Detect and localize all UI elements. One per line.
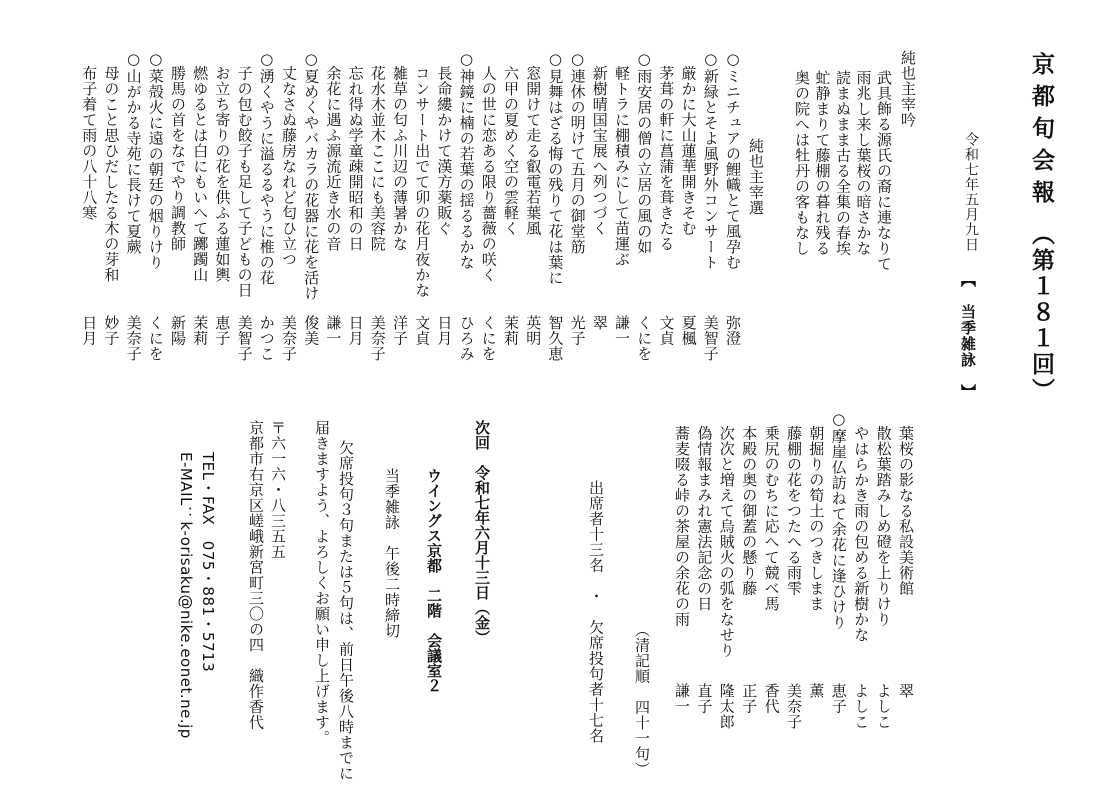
poem-line: 母のこと思ひだしたる木の芽和 — [102, 50, 121, 283]
poem-author: くにを — [635, 315, 654, 362]
poem-author: 直子 — [695, 683, 714, 714]
poem-line: 雨兆し来し葉桜の暗さかな — [854, 70, 873, 256]
poem-line: 燃ゆるとは白にもいへて躑躅山 — [191, 50, 210, 283]
poem-author: 香代 — [762, 683, 781, 714]
poem-line: 葉桜の影なる私設美術館 — [897, 410, 915, 596]
poem-author: 謙一 — [324, 315, 343, 346]
poem-line: ○新緑とそよ風野外コンサート — [701, 50, 720, 270]
poem-author: 謙一 — [673, 683, 691, 714]
postal-code: 〒六一六・八三五五 — [269, 420, 287, 560]
poem-author: 恵子 — [829, 683, 848, 714]
poem-line: やはらかき雨の包める新樹かな — [852, 410, 871, 643]
poem-line: 余花に遇ふ源流近き水の音 — [324, 50, 343, 252]
poem-line: ○菜殻火に遠の朝廷の烟りけり — [146, 50, 165, 270]
poem-line: 武具飾る源氏の裔に連なりて — [875, 70, 893, 272]
address: 京都市右京区嵯峨新宮町三〇の四 織作香代 — [247, 420, 265, 730]
poem-author: くにを — [479, 315, 498, 362]
poem-line: ○山がかる寺苑に長けて夏蕨 — [124, 50, 143, 255]
poem-author: 薫 — [807, 683, 826, 699]
poem-line: 忘れ得ぬ学童疎開昭和の日 — [346, 50, 365, 252]
poem-line: 六甲の夏めく空の雲軽く — [502, 50, 520, 236]
tel-fax: TEL・FAX 075・881・5713 — [199, 452, 217, 673]
poem-line: ○摩崖仏訪ねて余花に逢ひけり — [829, 410, 848, 630]
section-heading-ginkou: 純也主宰吟 — [899, 50, 917, 128]
poem-line: 勝馬の首をなでやり調教師 — [169, 50, 187, 252]
poem-author: 新陽 — [169, 315, 187, 346]
absent-note: 欠席投句３句または５句は、前日午後八時までに — [337, 440, 355, 781]
poem-author: 文貞 — [657, 315, 676, 346]
poem-author: 翠 — [590, 315, 609, 331]
poem-line: ○湧くやうに溢るるやうに椎の花 — [257, 50, 276, 286]
next-meeting-deadline: 当季雑詠 午後二時締切 — [383, 468, 401, 639]
poem-author: 光子 — [568, 315, 587, 346]
poem-line: 乗尻のむちに応へて競べ馬 — [762, 410, 781, 612]
poem-line: 次次と増えて烏賊火の弧をなせり — [717, 410, 736, 658]
poem-line: 布子着て雨の八十八寒 — [80, 50, 99, 221]
poem-line: 新樹晴国宝展へ列つづく — [590, 50, 609, 236]
poem-author: 美智子 — [701, 315, 720, 362]
poem-author: くにを — [146, 315, 165, 362]
poem-author: 美奈子 — [124, 315, 143, 362]
poem-author: 謙一 — [613, 315, 631, 346]
poem-line: 花水木並木ここにも美容院 — [368, 50, 387, 252]
poem-author: 美奈子 — [280, 315, 298, 362]
next-meeting-heading: 次回 令和七年六月十三日（金） — [473, 420, 491, 645]
absent-note: 届きますよう、よろしくお願い申し上げます。 — [313, 420, 331, 746]
poem-line: お立ち寄りの花を供ふる蓮如輿 — [213, 50, 232, 283]
poem-author: 日月 — [346, 315, 365, 346]
poem-line: 藤棚の花をつたへる雨雫 — [785, 410, 803, 596]
poem-line: ○神鏡に楠の若葉の揺るるかな — [457, 50, 476, 270]
poem-line: ○見舞はざる悔の残りて花は葉に — [546, 50, 565, 286]
poem-line: 丈なさぬ藤房なれど匂ひ立つ — [280, 50, 298, 267]
poem-author: 美智子 — [235, 315, 254, 362]
page-title: 京都旬会報 — [1028, 52, 1055, 212]
poem-author: 智久恵 — [546, 315, 565, 362]
poem-author: 夏楓 — [679, 315, 698, 346]
email: E-MAIL：k-orisaku@nike.eonet.ne.jp — [177, 452, 195, 739]
poem-author: 美奈子 — [785, 683, 803, 730]
poem-line: 蕎麦啜る峠の茶屋の余花の雨 — [673, 410, 691, 627]
poem-author: 弥澄 — [724, 315, 742, 346]
poem-author: 隆太郎 — [717, 683, 736, 730]
poem-author: 洋子 — [391, 315, 409, 346]
poem-line: 人の世に恋ある限り薔薇の咲く — [479, 50, 498, 283]
poem-author: 正子 — [740, 683, 759, 714]
poem-line: 窓開けて走る叡電若葉風 — [524, 50, 543, 236]
category-heading: 【 当季雑詠 】 — [959, 272, 977, 400]
poem-line: 読まぬまま古る全集の春埃 — [834, 70, 852, 256]
poem-line: ○ミニチュアの鯉幟とて風孕む — [724, 50, 742, 270]
poem-line: 雑草の匂ふ川辺の薄暑かな — [391, 50, 409, 252]
poem-author: よしこ — [874, 683, 893, 730]
poem-line: 軽トラに棚積みにして苗運ぶ — [613, 50, 631, 267]
poem-line: 奥の院へは牡丹の客もなし — [793, 70, 811, 256]
attendance-line: 出席者十三名 ・ 欠席投句者十七名 — [587, 480, 605, 744]
poem-author: ひろみ — [457, 315, 476, 362]
poem-author: 日月 — [435, 315, 454, 346]
poem-line: 厳かに大山蓮華開きそむ — [679, 50, 698, 236]
poem-author: 茉莉 — [502, 315, 520, 346]
poem-line: 散松葉踏みしめ磴を上りけり — [874, 410, 893, 627]
poem-author: 恵子 — [213, 315, 232, 346]
poem-line: ○連休の明けて五月の御堂筋 — [568, 50, 587, 255]
poem-line: 偽情報まみれ憲法記念の日 — [695, 410, 714, 612]
poem-author: 文貞 — [413, 315, 432, 346]
poem-line: 虻静まりて藤棚の暮れ残る — [813, 70, 832, 256]
poem-line: コンサート出でて卯の花月夜かな — [413, 50, 432, 298]
poem-line: 長命縷かけて漢方薬販ぐ — [435, 50, 454, 236]
poem-author: 妙子 — [102, 315, 121, 346]
poem-author: 茉莉 — [191, 315, 210, 346]
next-meeting-venue: ウイングス京都 二階 会議室２ — [425, 468, 443, 693]
poem-line: 子の包む餃子も足して子どもの日 — [235, 50, 254, 298]
poem-author: よしこ — [852, 683, 871, 730]
poem-line: 本殿の奥の御蓋の懸り藤 — [740, 410, 759, 596]
section-heading-sen: 純也主宰選 — [747, 138, 765, 216]
poem-author: 翠 — [897, 683, 915, 699]
poem-line: ○夏めくやバカラの花器に花を活け — [302, 50, 321, 301]
poem-line: 朝掘りの筍土のつきしまま — [807, 410, 826, 612]
poem-line: 茅葺の軒に菖蒲を葺きたる — [657, 50, 676, 252]
poem-author: 美奈子 — [368, 315, 387, 362]
order-note: （清記順 四十一句） — [633, 622, 651, 777]
issue-number: （第１８１回） — [1028, 222, 1055, 404]
poem-line: ○雨安居の僧の立居の風の如 — [635, 50, 654, 255]
poem-author: かつこ — [257, 315, 276, 362]
poem-author: 英明 — [524, 315, 543, 346]
issue-date: 令和七年五月九日 — [963, 132, 979, 252]
poem-author: 俊美 — [302, 315, 321, 346]
poem-author: 日月 — [80, 315, 99, 346]
